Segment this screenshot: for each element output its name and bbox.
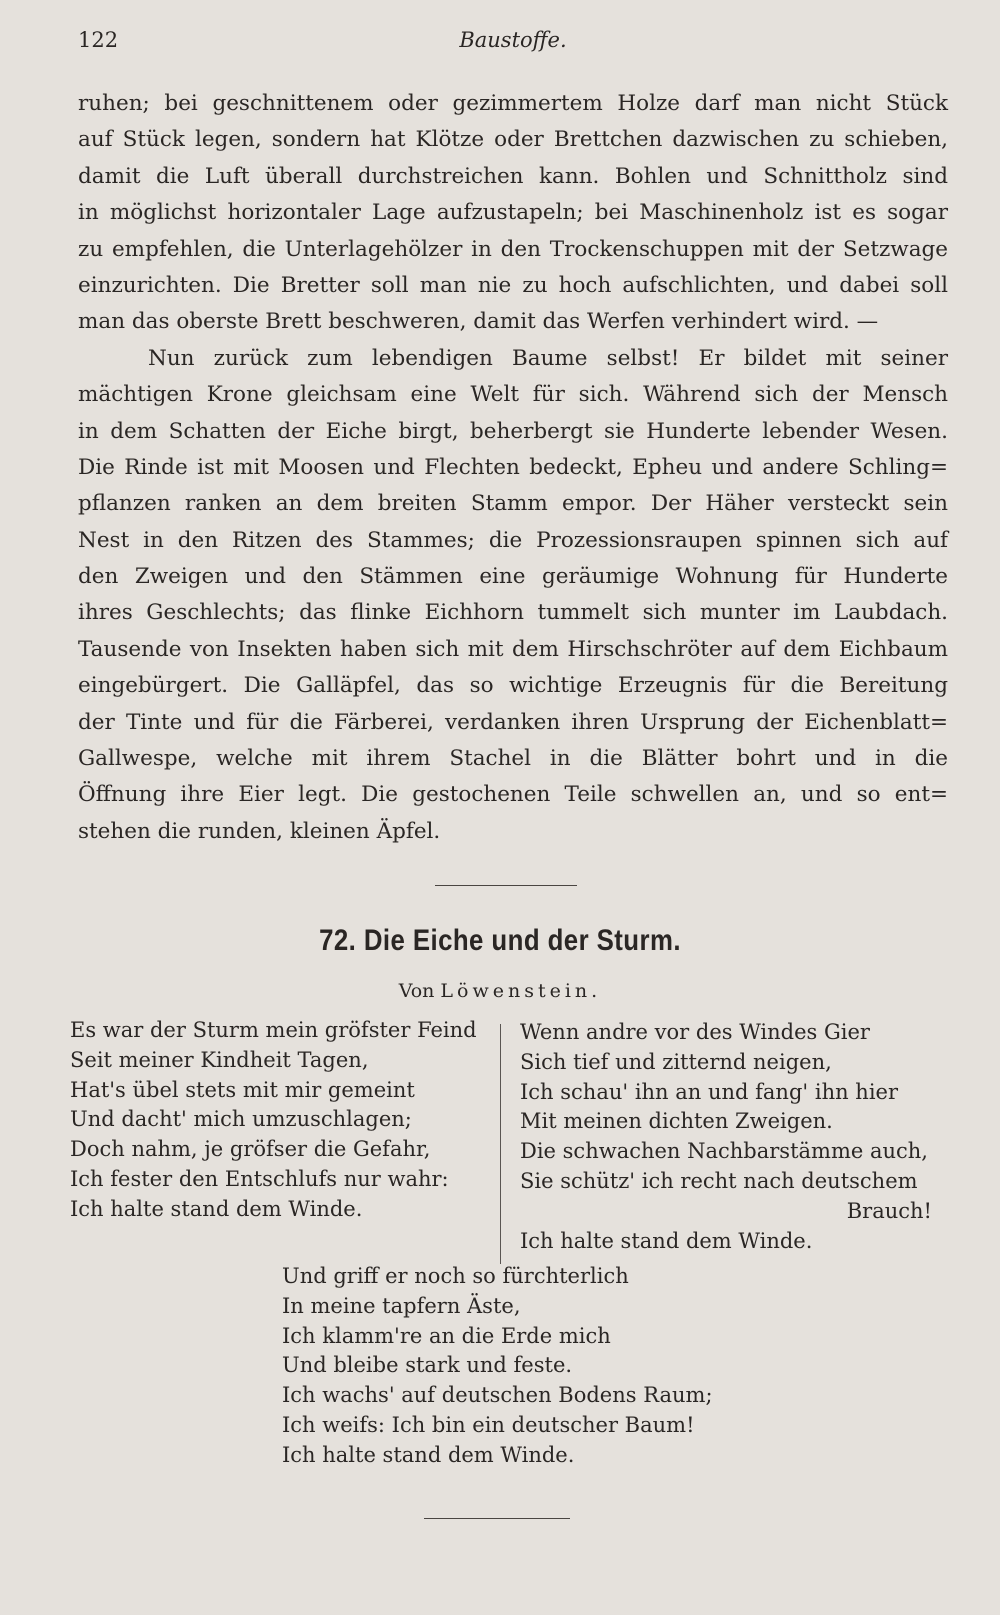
prose-line: pflanzen ranken an dem breiten Stamm empor. Der Häher versteckt sein [78,491,948,517]
prose-line: Gallwespe, welche mit ihrem Stachel in die Blätter bohrt und in die [78,746,948,772]
stanza-right [520,1018,940,1256]
verse-line: Wenn andre vor des Windes Gier [520,1020,870,1044]
prose-line: in möglichst horizontaler Lage aufzustapeln; bei Maschinenholz ist es sogar [78,200,948,226]
end-divider [424,1518,570,1519]
prose-line: Öffnung ihre Eier legt. Die gestochenen Teile schwellen an, und so ent= [78,782,948,808]
verse-line: In meine tapfern Äste, [282,1293,521,1318]
verse-line-continuation: Brauch! [846,1198,932,1223]
verse-line: Und bleibe stark und feste. [282,1353,573,1378]
stanza-center [282,1262,722,1471]
verse-line: Ich weifs: Ich bin ein deutscher Baum! [282,1412,695,1437]
verse-line: Ich schau' ihn an und fang' ihn hier [520,1079,898,1104]
prose-line: zu empfehlen, die Unterlagehölzer in den Trockenschuppen mit der Setzwage [78,236,948,262]
prose-line: den Zweigen und den Stämmen eine geräumige Wohnung für Hunderte [78,564,948,590]
stanza-left [70,1016,490,1225]
verse-line: Doch nahm, je gröfser die Gefahr, [70,1137,431,1162]
verse-line: Ich halte stand dem Winde. [520,1228,813,1253]
page-header [78,28,948,62]
poem-title: 72. Die Eiche und der Sturm. [319,924,681,957]
prose-line: mächtigen Krone gleichsam eine Welt für sich. Während sich der Mensch [78,382,948,408]
poem-author [0,980,1000,1002]
verse-line: Ich halte stand dem Winde. [70,1196,363,1221]
prose-line: Nest in den Ritzen des Stammes; die Prozessionsraupen spinnen sich auf [78,527,948,553]
verse-line: Ich wachs' auf deutschen Bodens Raum; [282,1383,713,1408]
verse-line: Seit meiner Kindheit Tagen, [70,1047,369,1072]
verse-line: Die schwachen Nachbarstämme auch, [520,1139,928,1164]
section-divider [435,885,577,886]
page-number: 122 [78,28,119,52]
verse-line: Sie schütz' ich recht nach deutschem [520,1168,918,1193]
prose-line: stehen die runden, kleinen Äpfel. [78,818,441,844]
verse-line: Ich fester den Entschlufs nur wahr: [70,1166,449,1191]
author-prefix: Von [398,980,435,1002]
prose-line: Nun zurück zum lebendigen Baume selbst! Er bildet mit seiner [148,345,948,371]
verse-line: Sich tief und zitternd neigen, [520,1049,832,1074]
prose-line: ihres Geschlechts; das flinke Eichhorn tummelt sich munter im Laubdach. [78,600,948,626]
prose-line: man das oberste Brett beschweren, damit das Werfen verhindert wird. — [78,309,879,335]
prose-line: eingebürgert. Die Galläpfel, das so wichtige Erzeugnis für die Bereitung [78,673,948,699]
prose-paragraphs [78,86,948,850]
author-name: Löwenstein. [440,980,602,1002]
prose-line: in dem Schatten der Eiche birgt, beherbergt sie Hunderte lebender Wesen. [78,418,948,444]
prose-line: der Tinte und für die Färberei, verdanken ihren Ursprung der Eichenblatt= [78,709,948,735]
prose-line: Tausende von Insekten haben sich mit dem Hirschschröter auf dem Eichbaum [78,636,948,662]
verse-line: Ich halte stand dem Winde. [282,1442,575,1467]
prose-line: Die Rinde ist mit Moosen und Flechten bedeckt, Epheu und andere Schling= [78,454,948,480]
prose-line: ruhen; bei geschnittenem oder gezimmertem Holze darf man nicht Stück [78,91,948,116]
verse-line: Und griff er noch so fürchterlich [282,1264,629,1288]
prose-line: auf Stück legen, sondern hat Klötze oder Brettchen dazwischen zu schieben, [78,127,948,153]
running-title: Baustoffe. [459,28,567,52]
verse-line: Mit meinen dichten Zweigen. [520,1109,833,1134]
verse-line: Hat's übel stets mit mir gemeint [70,1077,415,1102]
verse-line: Es war der Sturm mein gröfster Feind [70,1018,477,1042]
prose-line: einzurichten. Die Bretter soll man nie zu hoch aufschlichten, und dabei soll [78,272,948,298]
verse-line: Ich klamm're an die Erde mich [282,1323,611,1348]
prose-line: damit die Luft überall durchstreichen kann. Bohlen und Schnittholz sind [78,163,948,189]
verse-line: Und dacht' mich umzuschlagen; [70,1107,412,1132]
column-divider [500,1024,501,1264]
